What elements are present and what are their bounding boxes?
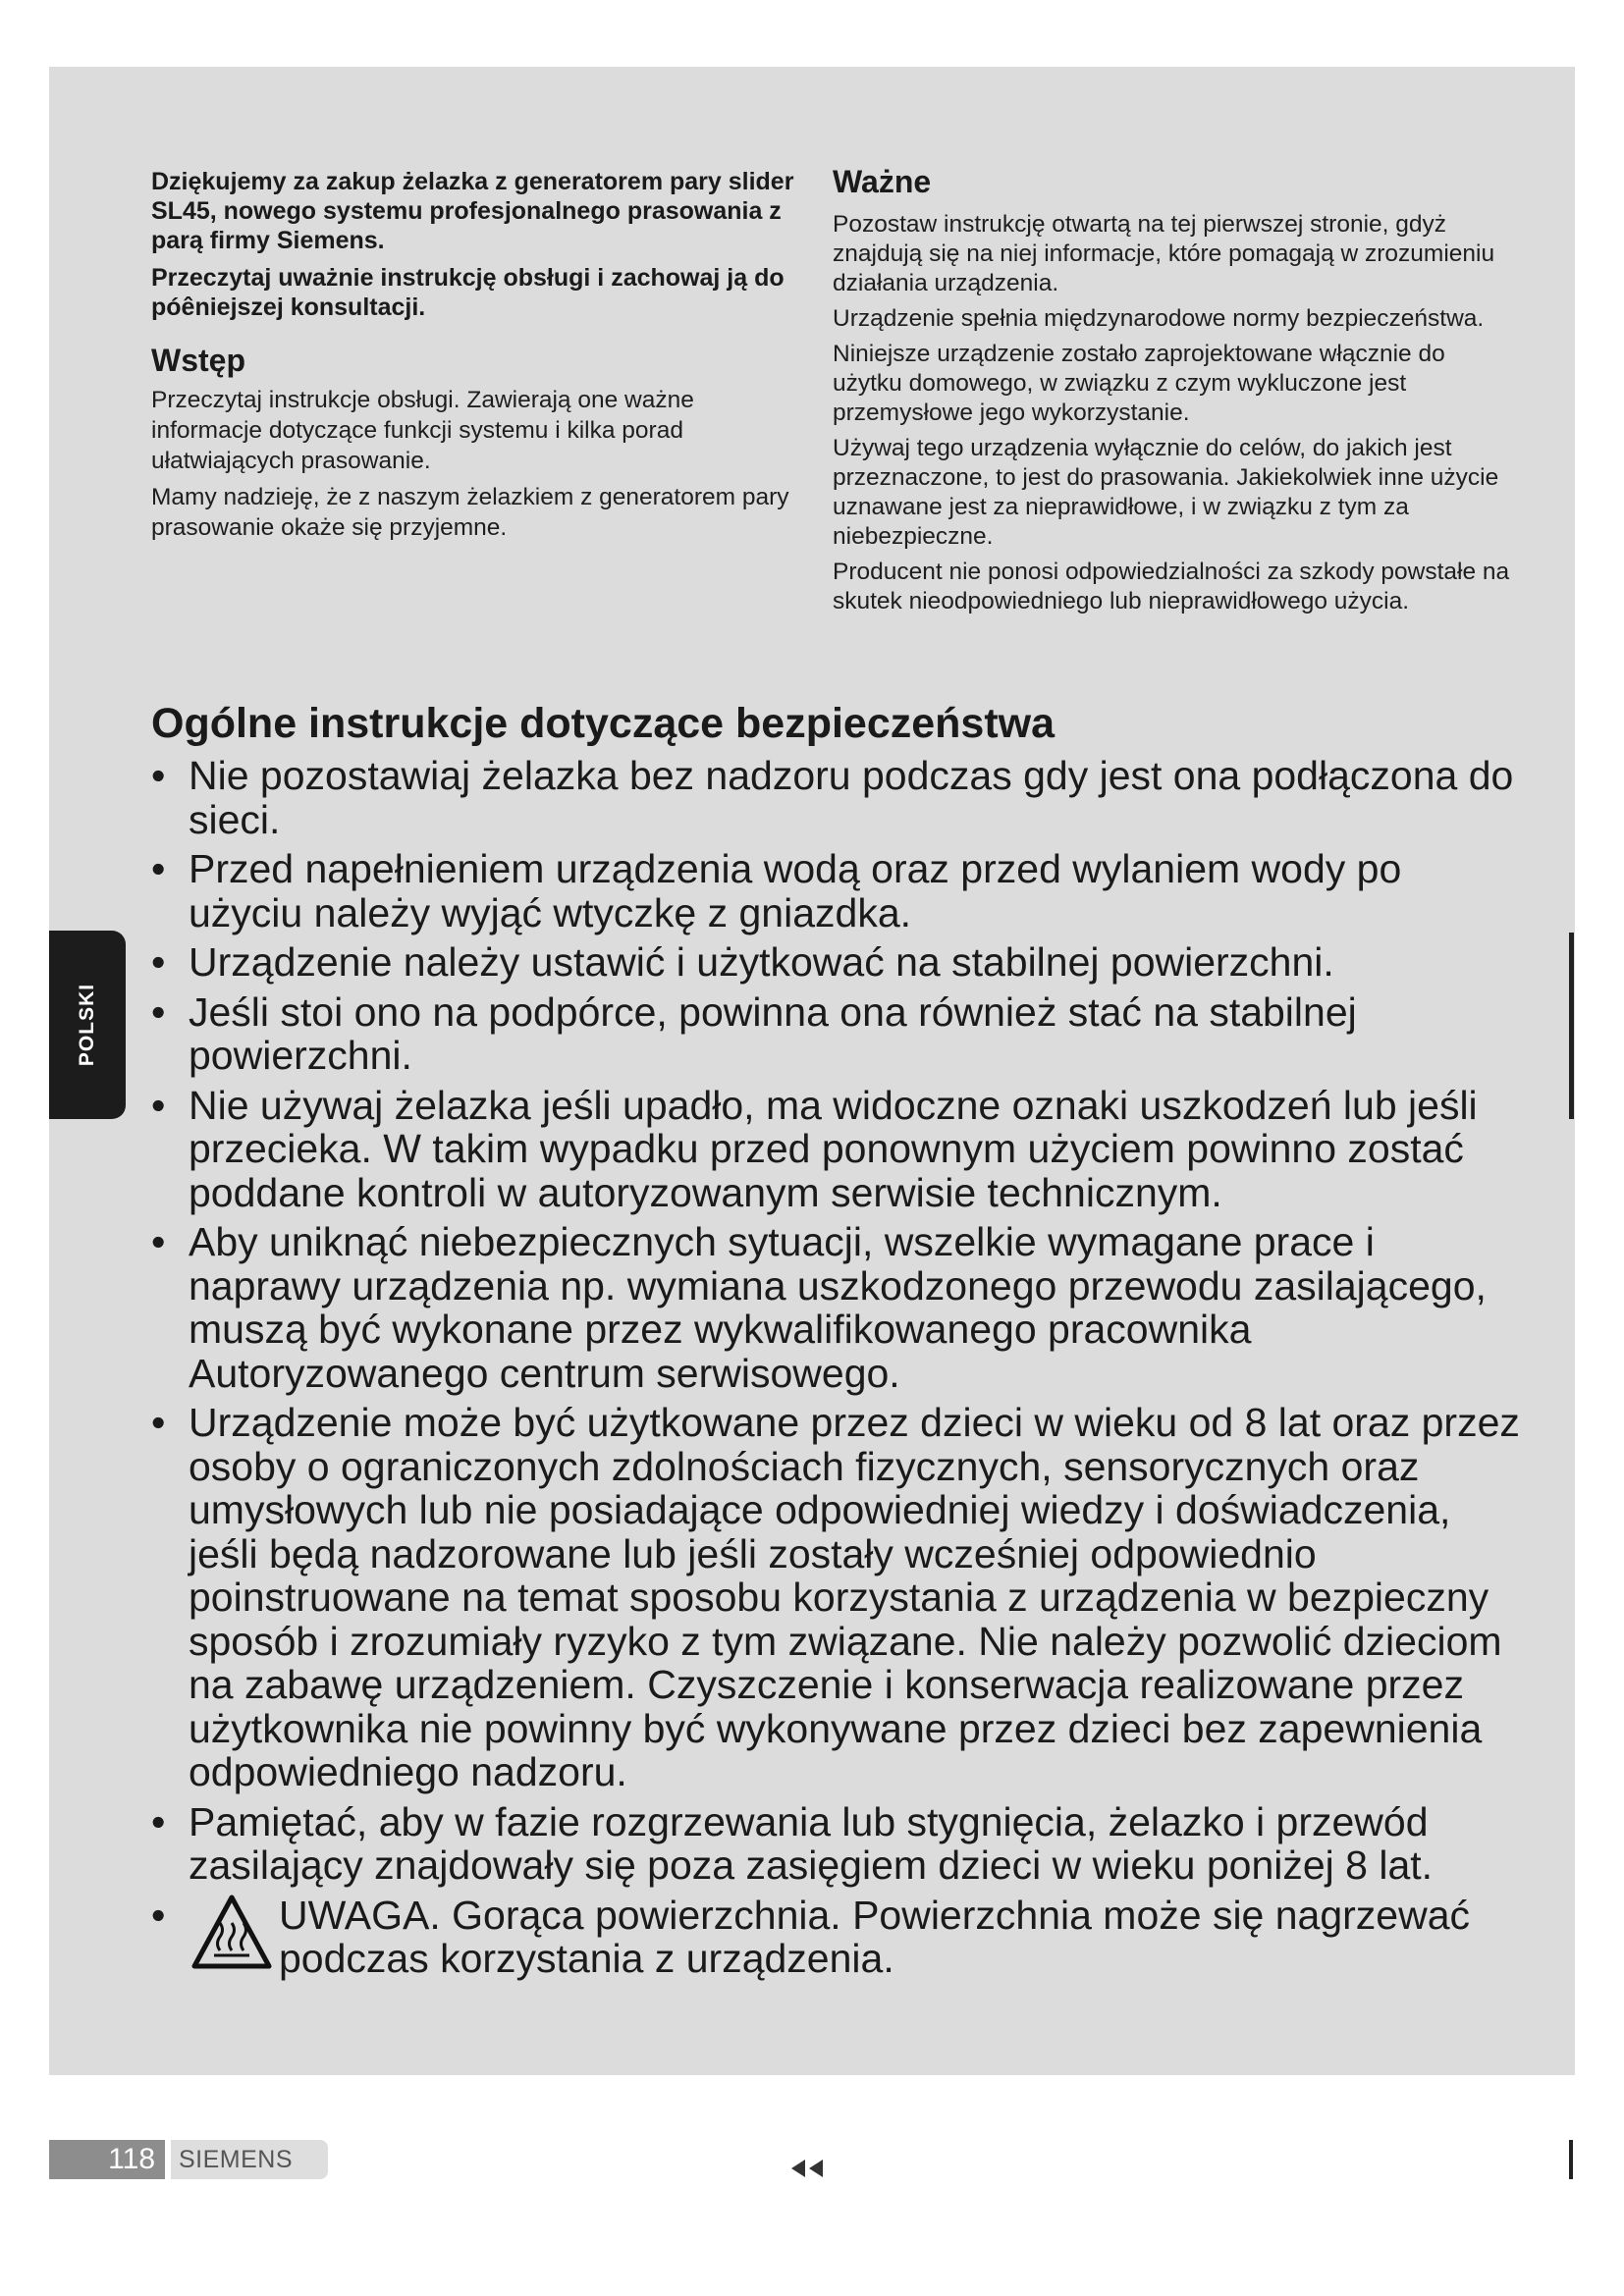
wazne-paragraph-1: Pozostaw instrukcję otwartą na tej pierwszej stronie, gdyż znajdują się na niej informacje, które pomagają w zrozumieniu działania urządzenia. [833,211,1495,296]
bullet-dot: • [151,1892,166,1938]
safety-item-text: Jeśli stoi ono na podpórce, powinna ona również stać na stabilnej powierzchni. [189,988,1357,1078]
language-tab [49,931,126,1119]
wstep-paragraph-2: Mamy nadzieję, że z naszym żelazkiem z generatorem pary prasowanie okaże się przyjemne. [151,484,789,541]
wazne-paragraph-4: Używaj tego urządzenia wyłącznie do celów, do jakich jest przeznaczone, to jest do prasowania. Jakiekolwiek inne użycie uznawane jest za nieprawidłowe, i w związku z tym za niebezpieczne. [833,435,1499,550]
wazne-paragraph-3: Niniejsze urządzenie zostało zaprojektowane włącznie do użytku domowego, w związku z czym wykluczone jest przemysłowe jego wykorzystanie. [833,341,1445,426]
safety-item [147,1800,1522,1888]
bullet-dot: • [151,1219,166,1264]
bullet-dot: • [151,753,166,798]
safety-item-text: Pamiętać, aby w fazie rozgrzewania lub stygnięcia, żelazko i przewód zasilający znajdowały się poza zasięgiem dzieci w wieku poniżej 8 lat. [189,1798,1434,1888]
bullet-dot: • [151,939,166,985]
safety-item [147,847,1522,934]
page-number: 118 [49,2140,165,2179]
warning-text: UWAGA. Gorąca powierzchnia. Powierzchnia może się nagrzewać podczas korzystania z urządzenia. [279,1892,1471,1981]
safety-item [147,990,1522,1078]
wazne-heading: Ważne [833,164,932,199]
hot-surface-warning-icon [190,1894,273,1972]
right-column [833,163,1510,622]
right-edge-marker [1569,933,1574,1119]
safety-heading: Ogólne instrukcje dotyczące bezpieczeństwa [151,700,1056,747]
safety-item-warning [147,1894,1522,1981]
bullet-dot: • [151,1082,166,1128]
safety-item-text: Aby uniknąć niebezpiecznych sytuacji, wszelkie wymagane prace i naprawy urządzenia np. wymiana uszkodzonego przewodu zasilającego, muszą być wykonane przez wykwalifikowanego pracownika Autoryzowanego centrum serwisowego. [189,1219,1487,1396]
safety-item-text: Urządzenie może być użytkowane przez dzieci w wieku od 8 lat oraz przez osoby o ograniczonych zdolnościach fizycznych, sensorycznych oraz umysłowych lub nie posiadające odpowiedniej wiedzy i doświadczenia, jeśli będą nadzorowane lub jeśli zostały wcześniej odpowiednio poinstruowane na temat sposobu korzystania z urządzenia w bezpieczny sposób i zrozumiały ryzyko z tym związane. Nie należy pozwolić dzieciom na zabawę urządzeniem. Czyszczenie i konserwacja realizowane przez użytkownika nie powinny być wykonywane przez dzieci bez zapewnienia odpowiedniego nadzoru. [189,1400,1520,1794]
safety-item-text: Nie używaj żelazka jeśli upadło, ma widoczne oznaki uszkodzeń lub jeśli przecieka. W takim wypadku przed ponownym użyciem powinno zostać poddane kontroli w autoryzowanym serwisie technicznym. [189,1082,1478,1215]
bullet-dot: • [151,1400,166,1445]
footer-brand: SIEMENS [171,2140,328,2179]
intro-read-instructions: Przeczytaj uważnie instrukcję obsługi i zachowaj ją do póêniejszej konsultacji. [151,264,785,321]
footer-edge-marker [1569,2140,1573,2179]
safety-item [147,1401,1522,1794]
wstep-paragraph-1: Przeczytaj instrukcje obsługi. Zawierają one ważne informacje dotyczące funkcji systemu i kilka porad ułatwiających prasowanie. [151,387,694,474]
double-left-arrow-icon[interactable] [789,2158,831,2179]
safety-item [147,1220,1522,1395]
language-tab-label: POLSKI [76,983,98,1067]
safety-list [147,754,1522,1987]
left-column [151,167,799,549]
safety-item [147,754,1522,841]
bullet-dot: • [151,846,166,891]
safety-item-text: Nie pozostawiaj żelazka bez nadzoru podczas gdy jest ona podłączona do sieci. [189,753,1514,842]
bullet-dot: • [151,988,166,1035]
safety-item [147,940,1522,985]
safety-item-text: Urządzenie należy ustawić i użytkować na stabilnej powierzchni. [189,939,1334,985]
safety-item [147,1084,1522,1215]
wstep-heading: Wstęp [151,343,245,378]
wazne-paragraph-2: Urządzenie spełnia międzynarodowe normy bezpieczeństwa. [833,305,1485,332]
warning-row [189,1894,1522,1981]
wazne-paragraph-5: Producent nie ponosi odpowiedzialności za szkody powstałe na skutek nieodpowiedniego lub nieprawidłowego użycia. [833,559,1510,614]
bullet-dot: • [151,1798,166,1844]
safety-item-text: Przed napełnieniem urządzenia wodą oraz przed wylaniem wody po użyciu należy wyjąć wtyczkę z gniazdka. [189,846,1402,935]
intro-thanks: Dziękujemy za zakup żelazka z generatorem pary slider SL45, nowego systemu profesjonalnego prasowania z parą firmy Siemens. [151,168,794,254]
